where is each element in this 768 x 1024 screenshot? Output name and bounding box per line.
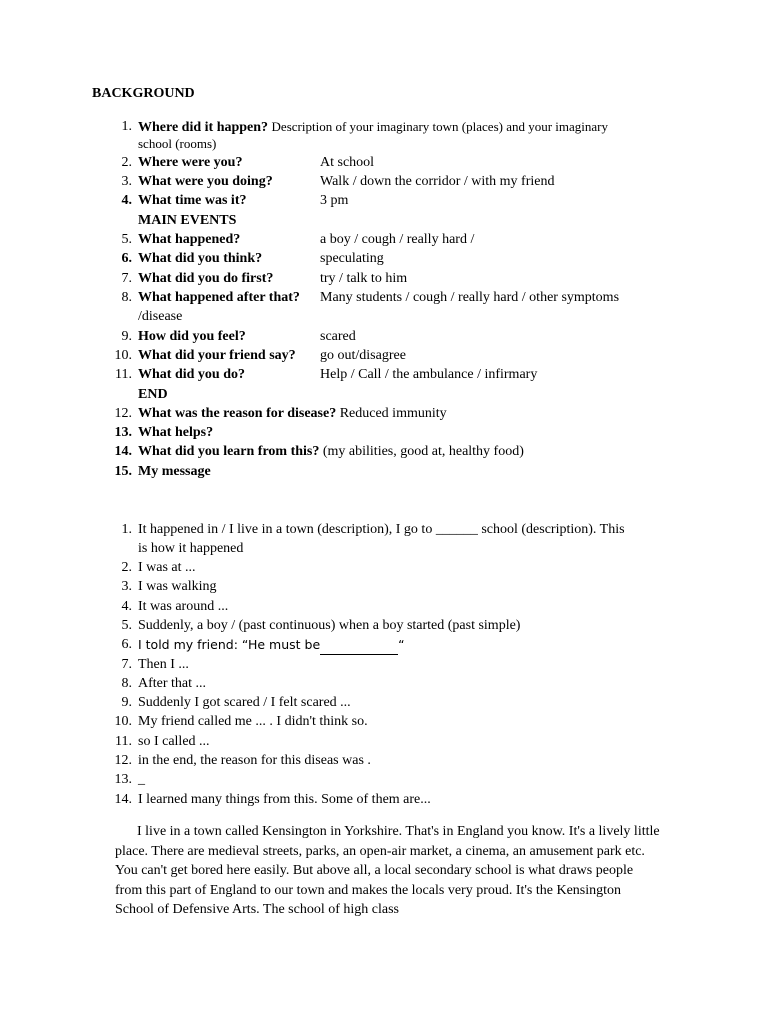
item-number: 3. [121, 579, 132, 594]
continuation-text: school (rooms) [138, 136, 217, 151]
item-number: 4. [121, 193, 132, 208]
item-number: 12. [114, 753, 132, 768]
item-number: 8. [121, 676, 132, 691]
question-text: What did you learn from this? (my abilities, good at, healthy food) [138, 444, 524, 459]
question-text: How did you feel? [138, 329, 246, 344]
item-number: 7. [121, 657, 132, 672]
item-number: 14. [114, 792, 132, 807]
sentence-text: It was around ... [138, 599, 229, 614]
sentence-text: After that ... [138, 676, 207, 691]
story-paragraph: I live in a town called Kensington in Yorkshire. That's in England you know. It's a lively little place. There are medieval streets, parks, an open-air market, a cinema, an amusement park etc. You can't get bored here easily. But above all, a local secondary school is what draws people from this part of England to our town and makes the locals very proud. It's the Kensington School of Defensive Arts. The school of high class [115, 824, 660, 918]
question-text: Where were you? [138, 155, 243, 170]
item-number: 6. [121, 251, 132, 266]
section-heading: BACKGROUND [92, 86, 195, 101]
question-text: What happened? [138, 232, 241, 247]
item-number: 3. [121, 174, 132, 189]
item-number: 10. [114, 714, 132, 729]
sentence-text: I told my friend: “He must be “ [138, 635, 405, 655]
answer-text: Description of your imaginary town (places) and your imaginary [271, 119, 609, 134]
item-number: 8. [121, 290, 132, 305]
question-text: What were you doing? [138, 174, 273, 189]
continuation-text: /disease [138, 309, 183, 324]
question-text: My message [138, 464, 211, 479]
answer-text: go out/disagree [320, 348, 406, 363]
item-number: 12. [114, 406, 132, 421]
sentence-text: so I called ... [138, 734, 210, 749]
item-number: 9. [121, 695, 132, 710]
sentence-text: Suddenly, a boy / (past continuous) when a boy started (past simple) [138, 618, 521, 633]
item-number: 1. [121, 119, 132, 134]
answer-text: (my abilities, good at, healthy food) [322, 444, 524, 459]
sentence-text: in the end, the reason for this diseas was . [138, 753, 371, 768]
sentence-text: I was at ... [138, 560, 196, 575]
answer-text: Reduced immunity [339, 406, 447, 421]
item-number: 9. [121, 329, 132, 344]
item-number: 6. [121, 637, 132, 652]
question-text: What time was it? [138, 193, 247, 208]
answer-text: At school [320, 155, 375, 170]
question-text: What did you do first? [138, 271, 274, 286]
sentence-text: My friend called me ... . I didn't think so. [138, 714, 368, 729]
answer-text: Walk / down the corridor / with my friend [320, 174, 555, 189]
subheading-end: END [138, 387, 168, 402]
answer-blank [320, 635, 398, 655]
continuation-text: is how it happened [138, 541, 244, 556]
item-number: 2. [121, 155, 132, 170]
question-text: What helps? [138, 425, 214, 440]
item-number: 2. [121, 560, 132, 575]
item-number: 4. [121, 599, 132, 614]
question-text: What was the reason for disease? Reduced immunity [138, 406, 447, 421]
answer-text: 3 pm [320, 193, 349, 208]
question-text: What did you think? [138, 251, 263, 266]
answer-text: try / talk to him [320, 271, 408, 286]
answer-text: Help / Call / the ambulance / infirmary [320, 367, 538, 382]
item-number: 1. [121, 522, 132, 537]
question-text: What happened after that? [138, 290, 300, 305]
question-text: What did your friend say? [138, 348, 296, 363]
sentence-text: _ [138, 772, 145, 787]
sentence-text: Suddenly I got scared / I felt scared ... [138, 695, 351, 710]
subheading-main-events: MAIN EVENTS [138, 213, 237, 228]
answer-text: scared [320, 329, 356, 344]
answer-text: speculating [320, 251, 384, 266]
question-text: Where did it happen? Description of your imaginary town (places) and your imaginary [138, 119, 609, 135]
item-number: 15. [114, 464, 132, 479]
question-text: What did you do? [138, 367, 245, 382]
sentence-text: I was walking [138, 579, 217, 594]
answer-text: a boy / cough / really hard / [320, 232, 475, 247]
item-number: 7. [121, 271, 132, 286]
answer-text: Many students / cough / really hard / other symptoms [320, 290, 620, 305]
sentence-text: Then I ... [138, 657, 189, 672]
item-number: 13. [114, 772, 132, 787]
item-number: 13. [114, 425, 132, 440]
sentence-text: I learned many things from this. Some of them are... [138, 792, 431, 807]
sentence-text: It happened in / I live in a town (description), I go to ______ school (description). This [138, 522, 625, 537]
item-number: 10. [114, 348, 132, 363]
item-number: 11. [115, 734, 132, 749]
item-number: 5. [121, 618, 132, 633]
item-number: 14. [114, 444, 132, 459]
item-number: 11. [115, 367, 132, 382]
item-number: 5. [121, 232, 132, 247]
